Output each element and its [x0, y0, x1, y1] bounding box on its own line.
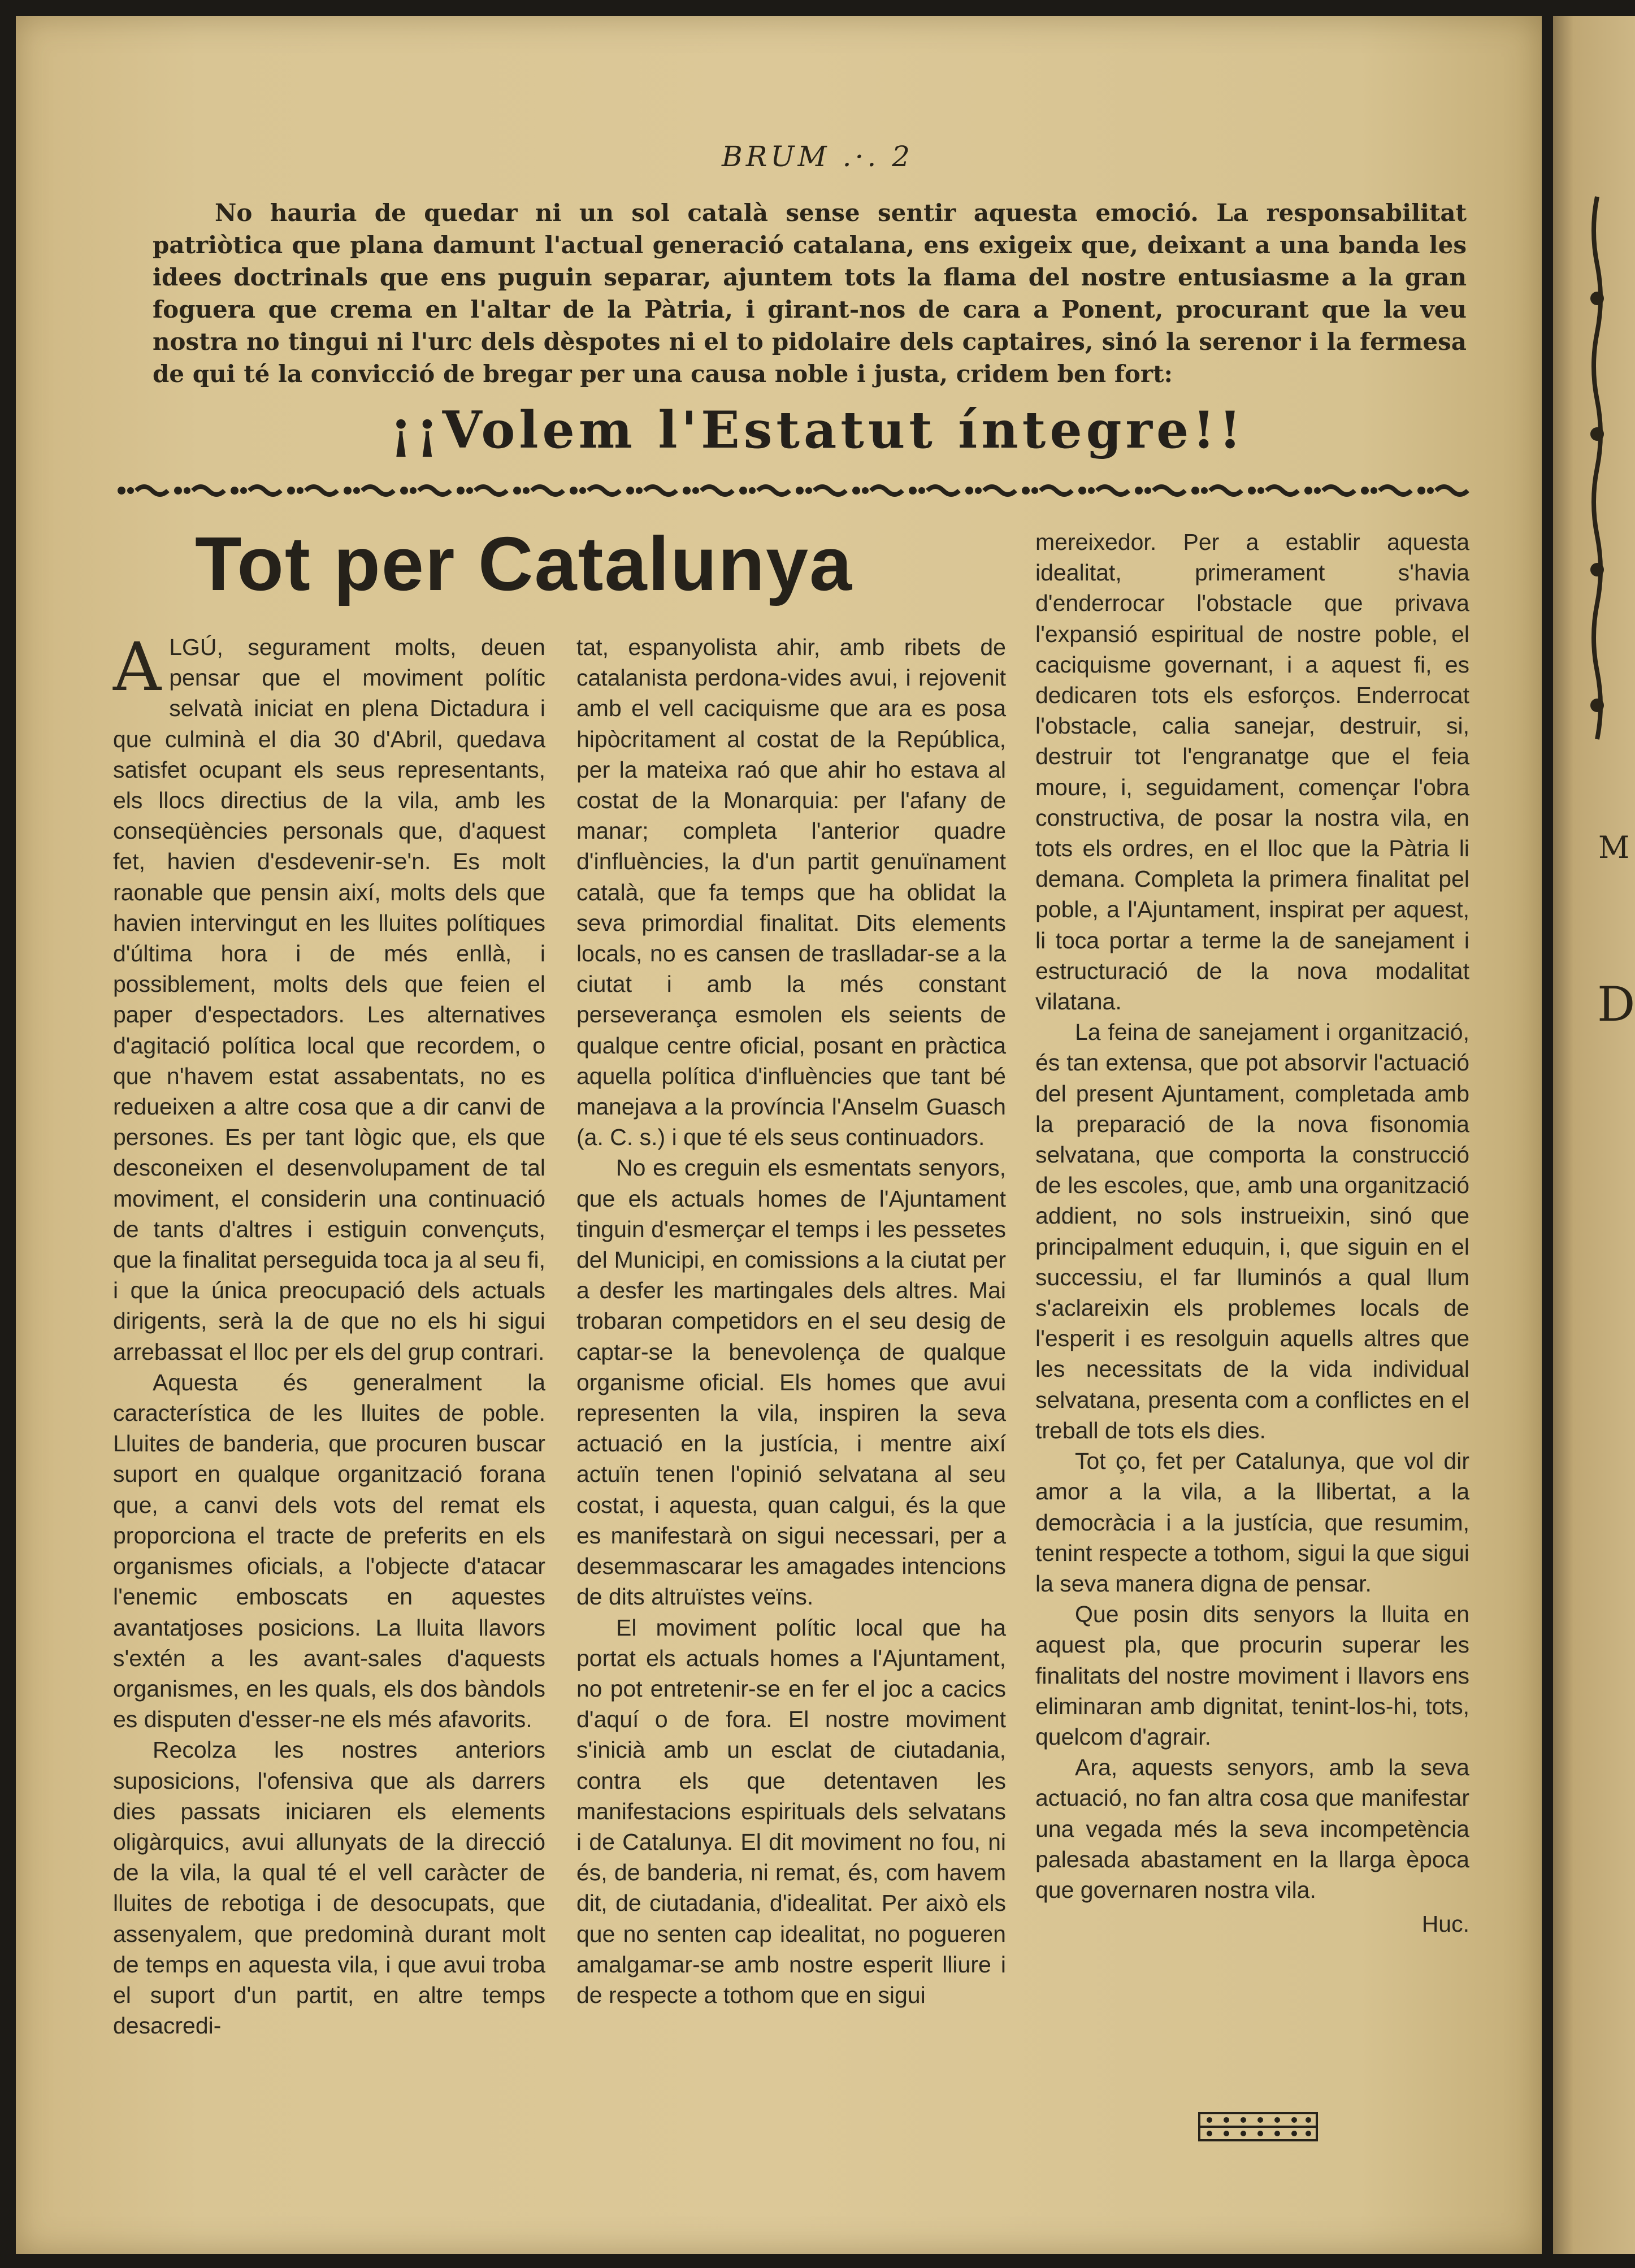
- article-column-3: [1035, 527, 1469, 1939]
- author-signature: Huc.: [1421, 1911, 1469, 1937]
- paragraph: Tot ço, fet per Catalunya, que vol dir amor a la vila, a la llibertat, a la democràcia i a la justícia, que resumim, tenint respecte a tothom, sigui la que sigui la seva manera digna de pensar.: [1035, 1448, 1469, 1597]
- side-letter-m: M: [1598, 830, 1630, 865]
- running-head: BRUM .·. 2: [721, 140, 913, 173]
- paragraph: La feina de sanejament i organització, és tan extensa, que pot absorvir l'actuació del present Ajuntament, completada amb la preparació de la nova fisonomia selvatana, que comporta la construcció de les escoles, que, amb una organització addient, no sols instrueixin, sinó que principalment eduquin, i, que siguin en el successiu, el far lluminós a qual llum s'aclareixin els problemes locals de l'esperit i es resolguin aquells altres que les necessitats de la vida individual selvatana, presenta com a conflictes en el treball de tots els dies.: [1035, 1019, 1469, 1443]
- drop-cap: A: [113, 628, 162, 706]
- paragraph: Recolza les nostres anteriors suposicions, l'ofensiva que als darrers dies passats iniciaren els elements oligàrquics, avui allunyats de la direcció de la vila, la qual té el vell caràcter de lluites de rebotiga i de desocupats, que assenyalem, que predominà durant molt de temps en aquesta vila, i que avui troba el suport d'un partit, en altre temps desacredi-: [113, 1737, 545, 2039]
- paragraph: Ara, aquests senyors, amb la seva actuació, no fan altra cosa que manifestar una vegada més la seva incompetència palesada abastament en la llarga època que governaren nostra vila.: [1035, 1754, 1469, 1903]
- adjacent-page-edge: [1553, 16, 1635, 2254]
- paragraph: El moviment polític local que ha portat els actuals homes a l'Ajuntament, no pot entretenir-se en fer el joc a cacics d'aquí o de fora. El nostre moviment s'inicià amb un esclat de ciutadania, contra els que detentaven les manifestacions espirituals dels selvatans i de Catalunya. El dit moviment no fou, ni és, de banderia, ni remat, és, com havem dit, de ciutadania, d'idealitat. Per això els que no senten cap idealitat, no pogueren amalgamar-se amb nostre esperit lliure i de respecte a tothom que en sigui: [576, 1614, 1006, 2008]
- end-ornament: [1198, 2112, 1318, 2141]
- paragraph: Aquesta és generalment la característica de les lluites de poble. Lluites de banderia, que procuren buscar suport en qualque organització forana que, a canvi dels vots del remat els proporciona el tracte de preferits en els organismes oficials, a l'objecte d'atacar l'enemic emboscats en aquestes avantatjoses posicions. La lluita llavors s'extén a les avant-sales d'aquests organismes, en les quals, els dos bàndols es disputen d'esser-ne els més afavorits.: [113, 1369, 545, 1733]
- paragraph: Que posin dits senyors la lluita en aquest pla, que procurin superar les finalitats del nostre moviment i llavors ens eliminaran amb dignitat, tenint-los-hi, tots, quelcom d'agrair.: [1035, 1601, 1469, 1750]
- article-column-1: [113, 628, 545, 2041]
- paragraph-text: LGÚ, segurament molts, deuen pensar que el moviment polític selvatà iniciat en plena Dictadura i que culminà el dia 30 d'Abril, quedava satisfet ocupant els seus representants, els llocs directius de la vila, amb les conseqüències personals que, d'aquest fet, havien d'esdevenir-se'n. Es molt raonable que pensin així, molts dels que havien intervingut en les lluites polítiques d'última hora i de més enllà, i possiblement, molts dels que feien el paper d'espectadors. Les alternatives d'agitació política local que recordem, o que n'havem estat assabentats, no es redueixen a altre cosa que a dir canvi de persones. Es per tant lògic que, els que desconeixen el desenvolupament de tal moviment, el considerin una continuació de tants d'altres i estiguin convençuts, que la finalitat perseguida toca ja al seu fi, i que la única preocupació dels actuals dirigents, serà la de que no els hi sigui arrebassat el lloc per els del grup contrari.: [113, 634, 545, 1365]
- intro-paragraph: No hauria de quedar ni un sol català sense sentir aquesta emoció. La responsabilitat patriòtica que plana damunt l'actual generació catalana, ens exigeix que, deixant a una banda les idees doctrinals que ens puguin separar, ajuntem tots la flama del nostre entusiasme a la gran foguera que crema en l'altar de la Pàtria, i girant-nos de cara a Ponent, procurant que la veu nostra no tingui ni l'urc dels dèspotes ni el to pidolaire dels captaires, sinó la serenor i la fermesa de qui té la convicció de bregar per una causa noble i justa, cridem ben fort:: [153, 199, 1467, 388]
- paragraph: tat, espanyolista ahir, amb ribets de catalanista perdona-vides avui, i rejovenit amb el vell caciquisme que ara es posa hipòcritament al costat de la República, per la mateixa raó que ahir ho estava al costat de la Monarquia: per l'afany de manar; completa l'anterior quadre d'influències, la d'un partit genuïnament català, que fa temps que ha oblidat la seva primordial finalitat. Dits elements locals, no es cansen de traslladar-se a la ciutat i amb la més constant perseverança esmolen els seients de qualque centre oficial, posant en pràctica aquella política d'influències que tant bé manejava a la província l'Anselm Guasch (a. C. s.) i que té els seus continuadors.: [576, 634, 1006, 1151]
- article-headline: Tot per Catalunya: [195, 521, 853, 606]
- paragraph: [113, 628, 545, 1367]
- ornamental-rule: [116, 480, 1472, 501]
- paragraph: No es creguin els esmentats senyors, que els actuals homes de l'Ajuntament tinguin d'esmerçar el temps i les pessetes del Municipi, en comissions a la ciutat per a desfer les martingales dels altres. Mai trobaran competidors en el seu desig de captar-se la benevolença de qualque organisme oficial. Els homes que avui representen la vila, inspiren la seva actuació en la justícia, i mentre així actuïn tenen l'opinió selvatana al seu costat, i aquesta, quan calgui, és la que es manifestarà on sigui necessari, per a desemmascarar les amagades intencions de dits altruïstes veïns.: [576, 1155, 1006, 1610]
- paragraph: mereixedor. Per a establir aquesta idealitat, primerament s'havia d'enderrocar l'obstacle que privava l'expansió espiritual de nostre poble, el caciquisme governant, i a aquest fi, es dedicaren tots els esforços. Enderrocat l'obstacle, calia sanejar, destruir, si, destruir tot l'engranatge que el feia moure, i, seguidament, començar l'obra constructiva, de posar la nostra vila, en tots els ordres, en el lloc que la Pàtria li demana. Completa la primera finalitat pel poble, a l'Ajuntament, inspirat per aquest, li toca portar a terme la de sanejament i estructuració de la nova modalitat vilatana.: [1035, 529, 1469, 1015]
- side-letter-d: D: [1597, 977, 1635, 1032]
- slogan-heading: ¡¡Volem l'Estatut íntegre!!: [389, 400, 1246, 460]
- article-column-2: [576, 632, 1006, 2010]
